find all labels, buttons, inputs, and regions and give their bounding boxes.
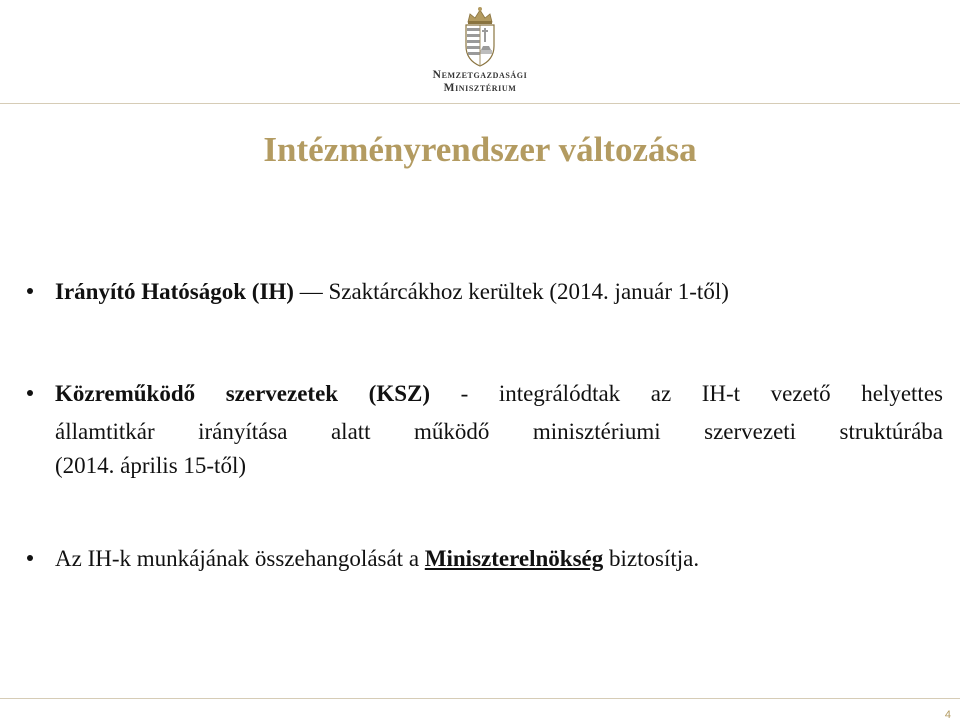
bullet-line-3: (2014. április 15-től): [55, 453, 246, 478]
ministry-name-line1: Nemzetgazdasági: [432, 69, 528, 81]
footer-divider: [0, 698, 960, 699]
bullet-text: [55, 545, 699, 572]
ministry-logo: [410, 6, 550, 96]
ministry-name-line2: Minisztérium: [443, 82, 517, 94]
bullet-line-1: [55, 380, 943, 407]
bullet-bold-term: Irányító Hatóságok (IH): [55, 279, 294, 304]
bullet-rest: - integrálódtak az IH-t vezető helyettes: [430, 381, 943, 406]
hungarian-crest-icon: [458, 6, 502, 68]
slide-title: Intézményrendszer változása: [263, 130, 697, 169]
bullet-rest: — Szaktárcákhoz kerültek (2014. január 1-től): [293, 279, 729, 304]
bullet-icon: [27, 555, 33, 561]
miniszterelnokseg-link[interactable]: Miniszterelnökség: [424, 546, 604, 571]
bullet-icon: [27, 288, 33, 294]
page-number: 4: [944, 709, 951, 721]
bullet-icon: [27, 390, 33, 396]
bullet-prefix: Az IH-k munkájának összehangolását a: [55, 546, 425, 571]
bullet-bold-term: Közreműködő szervezetek (KSZ): [55, 381, 430, 406]
bullet-text: [55, 278, 729, 305]
bullet-suffix: biztosítja.: [603, 546, 700, 571]
header-divider: [0, 103, 960, 104]
bullet-line-2: államtitkár irányítása alatt működő minisztériumi szervezeti struktúrába: [55, 419, 943, 444]
